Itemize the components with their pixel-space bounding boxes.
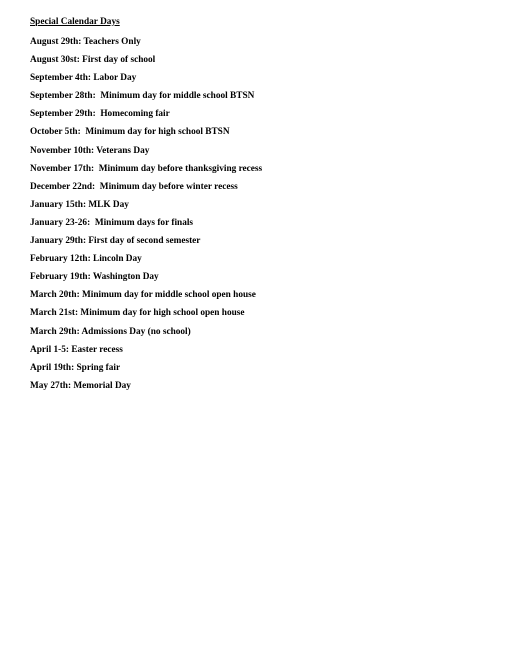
calendar-entry: April 19th: Spring fair	[30, 362, 121, 373]
calendar-entry: March 21st: Minimum day for high school open house	[30, 308, 245, 319]
calendar-list	[30, 36, 262, 398]
calendar-entry: March 20th: Minimum day for middle school open house	[30, 290, 256, 301]
calendar-entry: November 10th: Veterans Day	[30, 145, 150, 156]
calendar-entry: April 1-5: Easter recess	[30, 344, 123, 355]
calendar-entry: February 19th: Washington Day	[30, 272, 159, 283]
calendar-entry: February 12th: Lincoln Day	[30, 254, 142, 265]
calendar-entry: November 17th: Minimum day before thanksgiving recess	[30, 163, 263, 174]
calendar-entry: October 5th: Minimum day for high school BTSN	[30, 127, 230, 138]
calendar-entry: September 29th: Homecoming fair	[30, 109, 170, 120]
calendar-entry: January 29th: First day of second semester	[30, 236, 201, 247]
calendar-entry: December 22nd: Minimum day before winter recess	[30, 181, 238, 192]
calendar-entry: January 23-26: Minimum days for finals	[30, 217, 194, 228]
calendar-entry: March 29th: Admissions Day (no school)	[30, 326, 191, 337]
calendar-entry: September 4th: Labor Day	[30, 73, 137, 84]
calendar-entry: August 30st: First day of school	[30, 55, 156, 66]
calendar-entry: August 29th: Teachers Only	[30, 37, 141, 47]
calendar-entry: May 27th: Memorial Day	[30, 380, 131, 391]
document-title: Special Calendar Days	[30, 17, 120, 27]
calendar-entry: September 28th: Minimum day for middle school BTSN	[30, 91, 255, 102]
calendar-entry: January 15th: MLK Day	[30, 199, 129, 210]
